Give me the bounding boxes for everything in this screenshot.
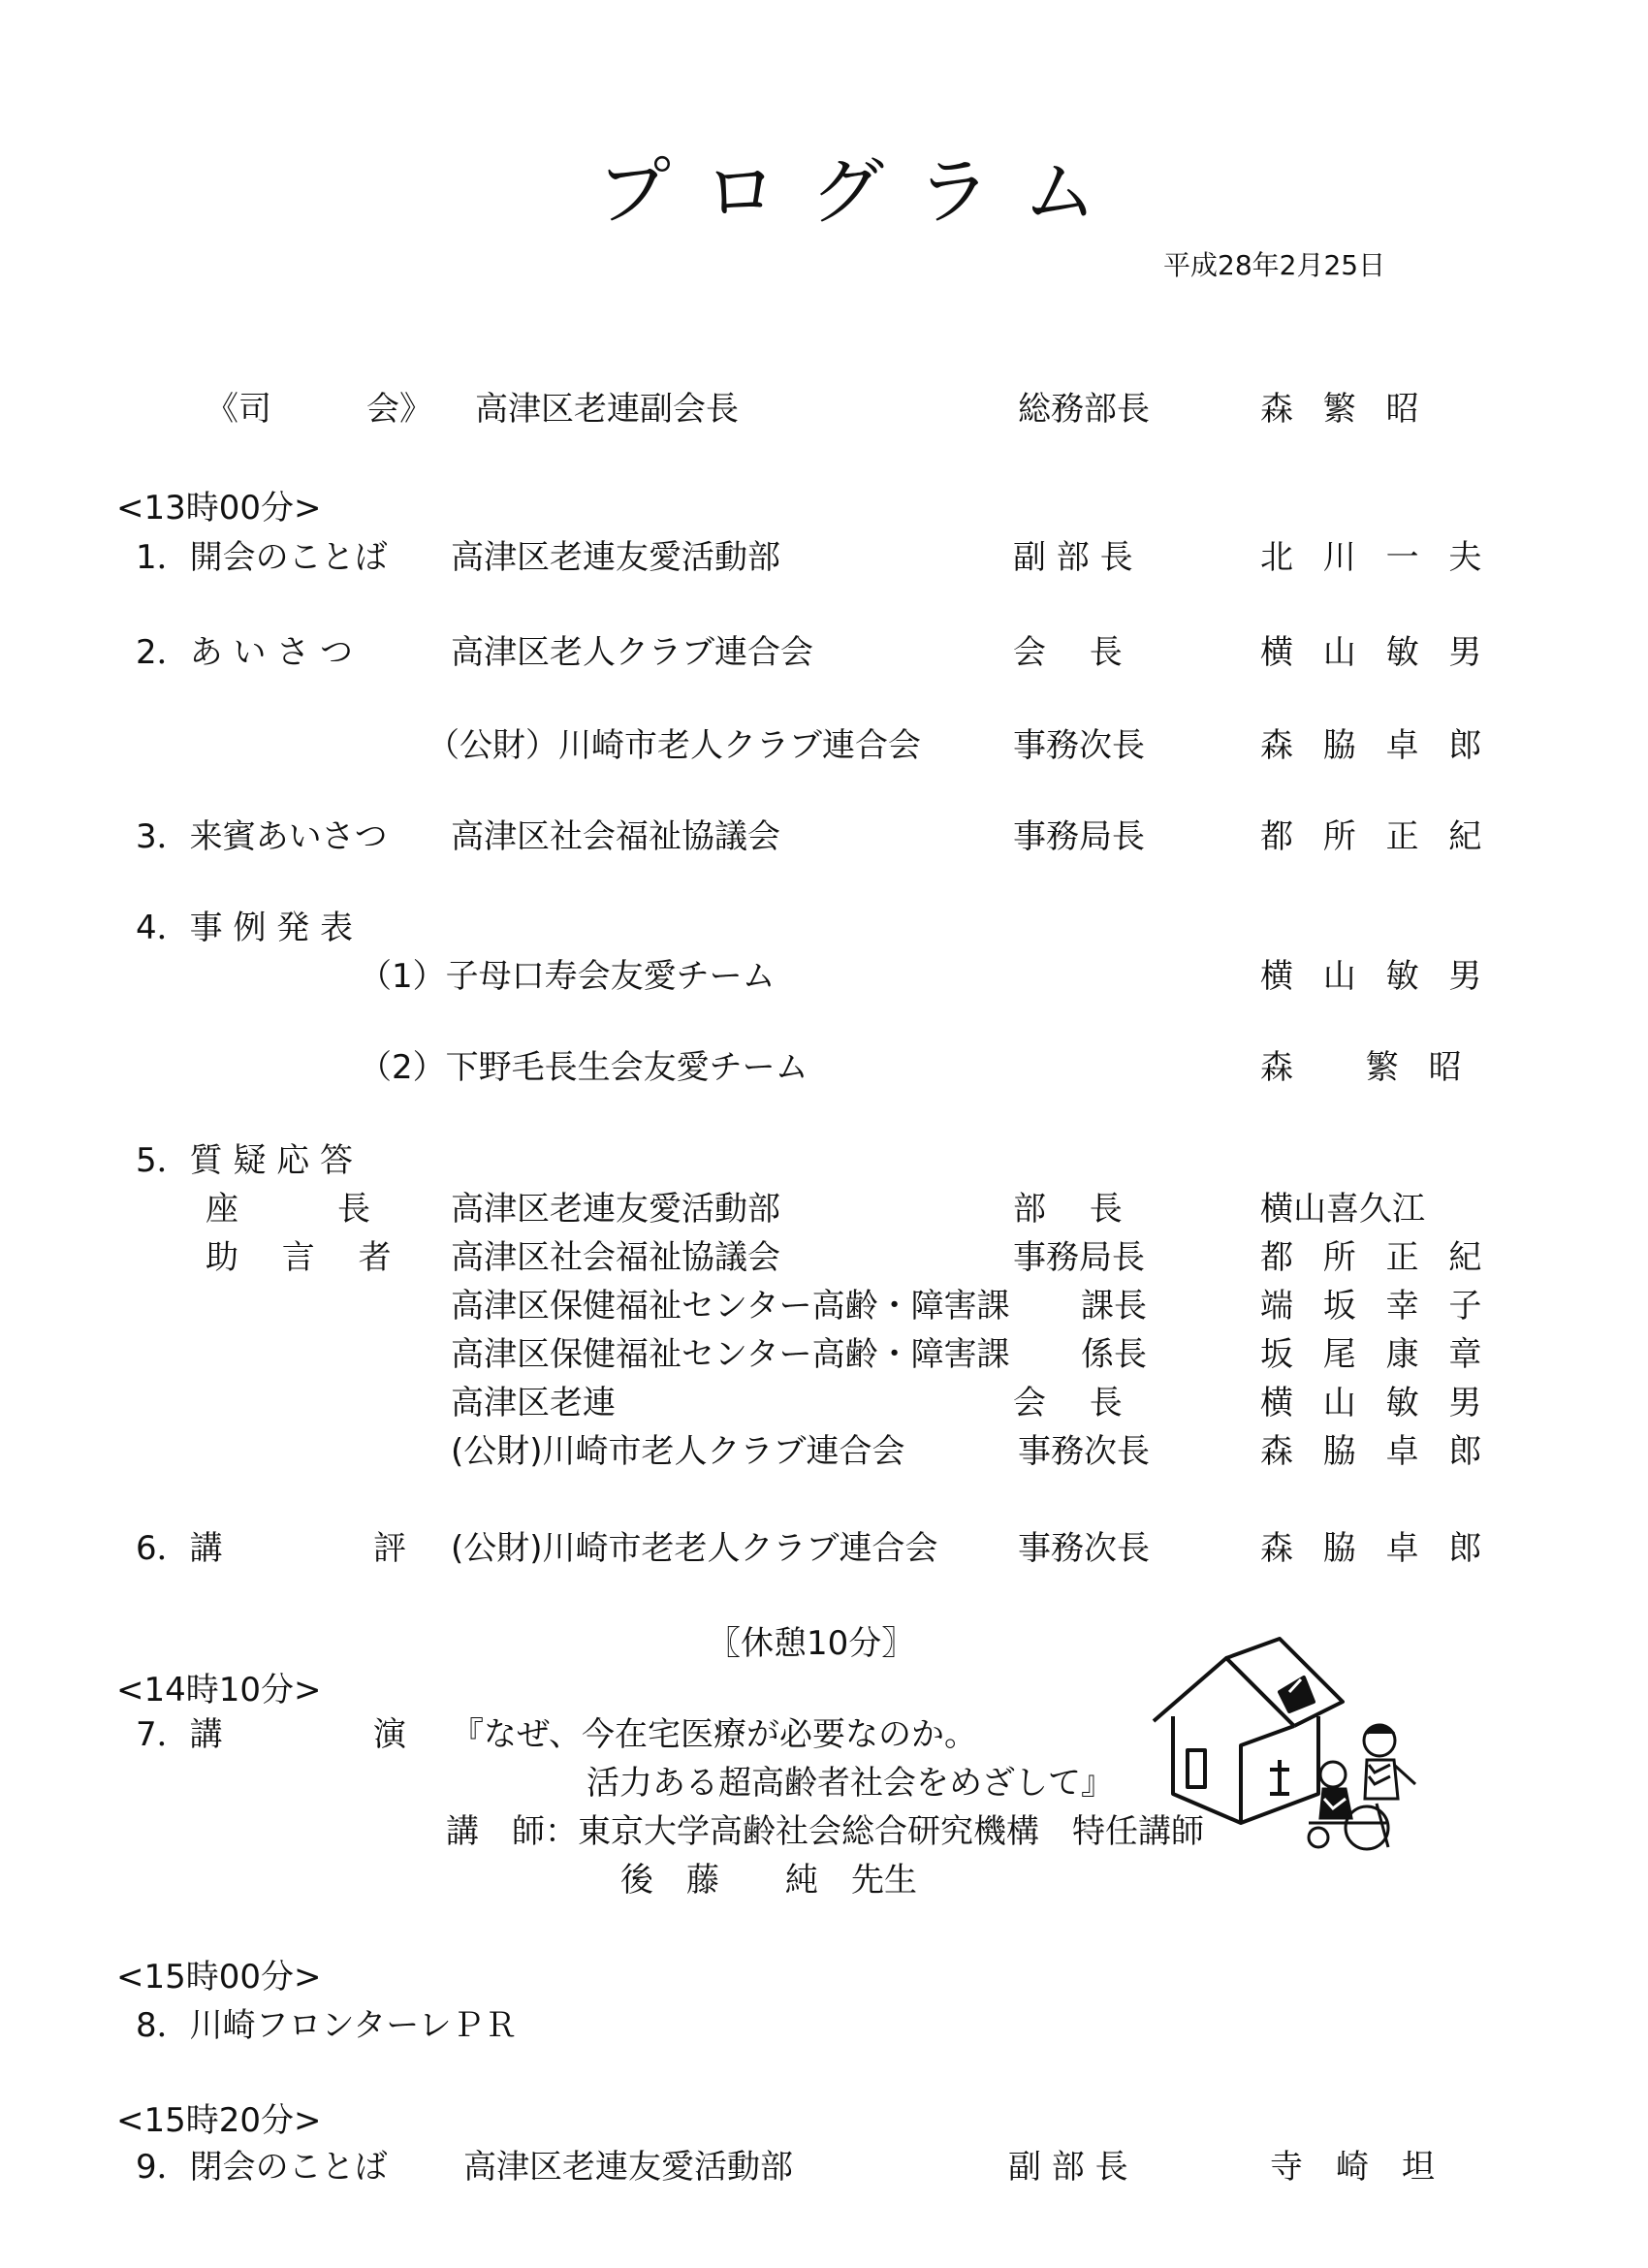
- qa-row-position: 会 長: [1013, 1384, 1123, 1422]
- item-2-position: 会 長: [1013, 633, 1123, 672]
- item-3-label: 3．来賓あいさつ: [136, 817, 388, 856]
- item-4-name-1: 横 山 敏 男: [1260, 957, 1492, 996]
- item-4-case-1: （1）子母口寿会友愛チーム: [359, 957, 776, 996]
- qa-row-name: 森 脇 卓 郎: [1260, 1432, 1492, 1471]
- item-3-position: 事務局長: [1013, 817, 1145, 856]
- item-9-position: 副 部 長: [1008, 2148, 1128, 2187]
- item-4-case-2: （2）下野毛長生会友愛チーム: [359, 1048, 808, 1087]
- item-6-position: 事務次長: [1018, 1529, 1150, 1568]
- qa-row-org: 高津区保健福祉センター高齢・障害課: [451, 1335, 1010, 1374]
- lecturer-affiliation: 講 師：東京大学高齢社会総合研究機構 特任講師: [446, 1812, 1204, 1851]
- qa-row-position: 事務次長: [1018, 1432, 1150, 1471]
- item-4-label: 4．事 例 発 表: [136, 909, 354, 947]
- chair-label: 座 長: [206, 1190, 370, 1229]
- item-9-name: 寺 崎 坦: [1270, 2148, 1435, 2187]
- qa-row-position: 課長: [1081, 1287, 1147, 1326]
- mc-label-close: 会》: [366, 390, 432, 429]
- lecture-title-line-2: 活力ある超高齢者社会をめざして』: [586, 1764, 1114, 1803]
- item-1-label: 1．開会のことば: [136, 538, 388, 577]
- item-1-position: 副 部 長: [1013, 538, 1133, 577]
- item-2-name: 横 山 敏 男: [1260, 633, 1492, 672]
- qa-row-org: 高津区保健福祉センター高齢・障害課: [451, 1287, 1010, 1326]
- item-8-label: 8．川崎フロンターレＰＲ: [136, 2006, 518, 2045]
- item-1-name: 北 川 一 夫: [1260, 538, 1492, 577]
- item-9-org: 高津区老連友愛活動部: [463, 2148, 793, 2187]
- page-title: プログラム: [597, 148, 1130, 235]
- lecture-title-line-1: 『なぜ、今在宅医療が必要なのか。: [451, 1715, 977, 1754]
- qa-row-name: 坂 尾 康 章: [1260, 1335, 1492, 1374]
- item-5-label: 5．質 疑 応 答: [136, 1141, 354, 1180]
- item-1-org: 高津区老連友愛活動部: [451, 538, 780, 577]
- caregiver-and-wheelchair-icon: [1309, 1725, 1415, 1849]
- item-7-label-2: 演: [373, 1715, 406, 1754]
- qa-row-name: 横 山 敏 男: [1260, 1384, 1492, 1422]
- item-6-org: (公財)川崎市老老人クラブ連合会: [451, 1529, 938, 1568]
- document-date: 平成28年2月25日: [1163, 249, 1386, 281]
- house-icon: [1154, 1639, 1343, 1823]
- item-2-org2: （公財）川崎市老人クラブ連合会: [427, 726, 921, 765]
- mc-label-open: 《司: [206, 390, 271, 429]
- item-2-org: 高津区老人クラブ連合会: [451, 633, 813, 672]
- session-time: <13時00分>: [116, 489, 322, 527]
- session-time: <15時00分>: [116, 1958, 322, 1996]
- session-time: <14時10分>: [116, 1671, 322, 1709]
- qa-row-position: 係長: [1081, 1335, 1147, 1374]
- mc-name: 森 繁 昭: [1260, 390, 1429, 429]
- lecturer-name: 後 藤 純 先生: [620, 1861, 917, 1900]
- mc-position: 総務部長: [1018, 390, 1150, 429]
- item-6-label-2: 評: [373, 1529, 406, 1568]
- session-time: <15時20分>: [116, 2101, 322, 2140]
- mc-org: 高津区老連副会長: [475, 390, 739, 429]
- item-6-name: 森 脇 卓 郎: [1260, 1529, 1492, 1568]
- advisor-label: 助 言 者: [206, 1238, 392, 1277]
- qa-row-org: 高津区老連: [451, 1384, 616, 1422]
- break-notice: 〖休憩10分〗: [708, 1624, 915, 1663]
- item-3-org: 高津区社会福祉協議会: [451, 817, 780, 856]
- item-7-label: 7．講: [136, 1715, 223, 1754]
- qa-row-org: 高津区社会福祉協議会: [451, 1238, 780, 1277]
- item-2-label: 2．あ い さ つ: [136, 633, 354, 672]
- qa-row-position: 事務局長: [1013, 1238, 1145, 1277]
- item-9-label: 9．閉会のことば: [136, 2148, 388, 2187]
- qa-row-name: 都 所 正 紀: [1260, 1238, 1492, 1277]
- item-4-name-2: 森 繁 昭: [1260, 1048, 1472, 1087]
- qa-row-name: 端 坂 幸 子: [1260, 1287, 1492, 1326]
- item-2-position2: 事務次長: [1013, 726, 1145, 765]
- qa-row-position: 部 長: [1013, 1190, 1123, 1229]
- house-and-caregiver-illustration: [1134, 1619, 1435, 1871]
- qa-row-org: 高津区老連友愛活動部: [451, 1190, 780, 1229]
- item-3-name: 都 所 正 紀: [1260, 817, 1492, 856]
- item-6-label: 6．講: [136, 1529, 223, 1568]
- qa-row-org: (公財)川崎市老人クラブ連合会: [451, 1432, 905, 1471]
- item-2-name2: 森 脇 卓 郎: [1260, 726, 1492, 765]
- qa-row-name: 横山喜久江: [1260, 1190, 1425, 1229]
